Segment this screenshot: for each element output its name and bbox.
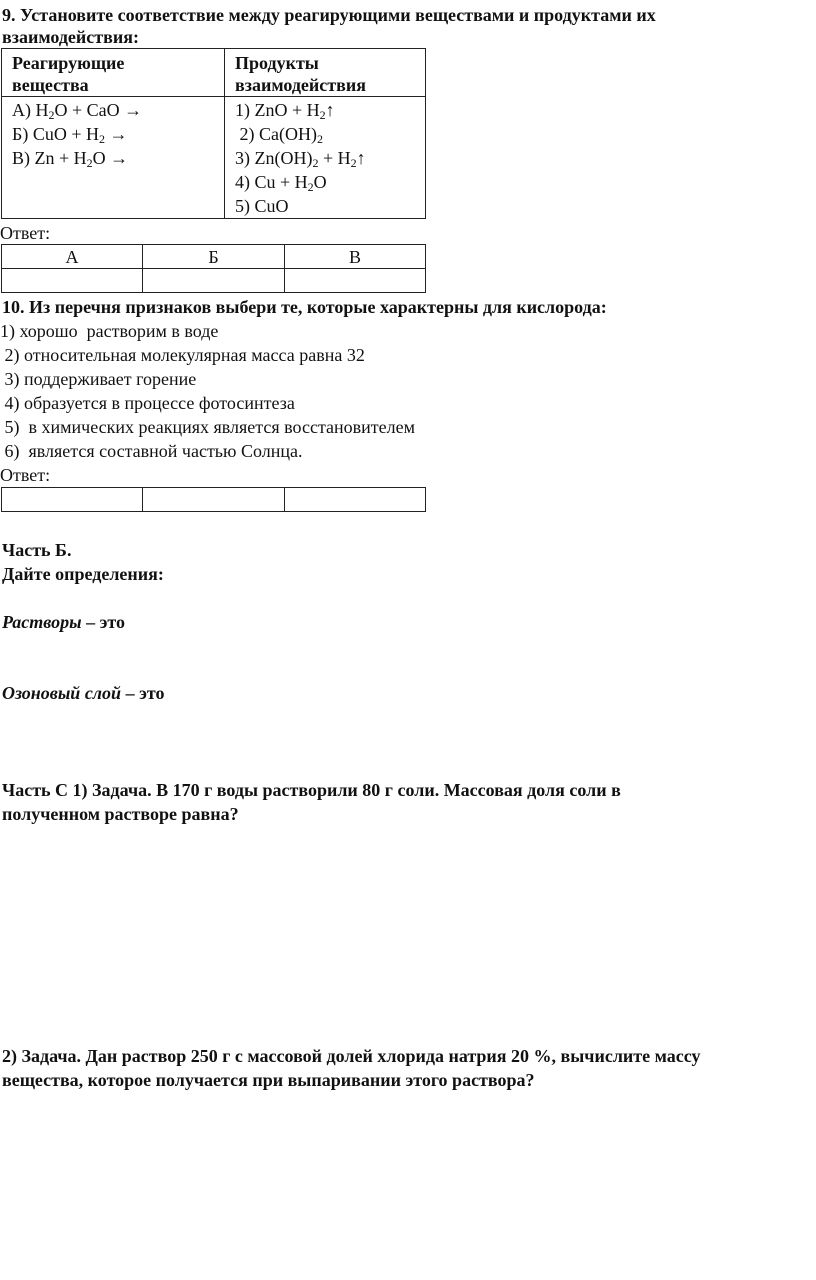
product-2: 2) $Ca(OH)_2$	[235, 124, 323, 146]
q9-answer-label: Ответ:	[0, 223, 51, 243]
definition-ozone-rest: – это	[121, 683, 165, 703]
answer-header-b: Б	[143, 245, 285, 269]
answer-cell-v[interactable]	[285, 269, 426, 293]
q10-option-2: 2) относительная молекулярная масса равна 32	[0, 345, 365, 365]
answer-header-v: В	[285, 245, 426, 269]
definition-solutions	[2, 611, 125, 633]
q10-answer-cell-3[interactable]	[285, 488, 426, 512]
header-reactants-line1: Реагирующие	[12, 53, 125, 73]
definition-ozone-layer	[2, 682, 164, 704]
q9-matching-table	[1, 48, 426, 219]
q10-answer-table	[1, 487, 426, 512]
q10-answer-label: Ответ:	[0, 465, 51, 485]
part-c-task2-line2: вещества, которое получается при выпаривании этого раствора?	[2, 1070, 535, 1090]
reactant-a: А) $H_2O$ + CaO →	[12, 100, 143, 122]
header-reactants	[2, 49, 225, 97]
q10-answer-cell-1[interactable]	[2, 488, 143, 512]
q10-title: 10. Из перечня признаков выбери те, которые характерны для кислорода:	[2, 297, 607, 317]
definition-solutions-rest: – это	[81, 612, 125, 632]
answer-cell-a[interactable]	[2, 269, 143, 293]
part-b-subtitle: Дайте определения:	[2, 564, 164, 584]
q10-option-4: 4) образуется в процессе фотосинтеза	[0, 393, 295, 413]
q9-title-line2: взаимодействия:	[2, 27, 139, 47]
definition-ozone-term: Озоновый слой	[2, 683, 122, 703]
products-cell	[225, 97, 426, 219]
q10-option-6: 6) является составной частью Солнца.	[0, 441, 303, 461]
header-products-line1: Продукты	[235, 53, 319, 73]
q10-option-1: 1) хорошо растворим в воде	[0, 321, 219, 341]
reactant-b: Б) CuO + $H_2$ →	[12, 124, 128, 146]
reactants-cell	[2, 97, 225, 219]
part-b-title: Часть Б.	[2, 540, 72, 560]
answer-header-a: А	[2, 245, 143, 269]
product-4: 4) $Cu + H_2O$	[235, 172, 327, 194]
part-c-task2-line1: 2) Задача. Дан раствор 250 г с массовой долей хлорида натрия 20 %, вычислите массу	[2, 1046, 701, 1066]
definition-solutions-term: Растворы	[2, 612, 82, 632]
product-1: 1) ZnO + $H_2↑$	[235, 100, 335, 122]
q10-option-3: 3) поддерживает горение	[0, 369, 197, 389]
q9-answer-table	[1, 244, 426, 293]
header-reactants-line2: вещества	[12, 75, 89, 95]
q9-title-line1: 9. Установите соответствие между реагирующими веществами и продуктами их	[2, 5, 656, 25]
part-c-task1-line1: Часть С 1) Задача. В 170 г воды растворили 80 г соли. Массовая доля соли в	[2, 780, 621, 800]
part-c-task1-line2: полученном растворе равна?	[2, 804, 239, 824]
q10-answer-cell-2[interactable]	[143, 488, 285, 512]
reactant-v: В) $Zn + H_2O$ →	[12, 148, 129, 170]
header-products-line2: взаимодействия	[235, 75, 366, 95]
answer-cell-b[interactable]	[143, 269, 285, 293]
product-3: 3) $Zn(OH)_2$ + $H_2↑$	[235, 148, 366, 170]
q10-option-5: 5) в химических реакциях является восстановителем	[0, 417, 416, 437]
header-products	[225, 49, 426, 97]
product-5: 5) CuO	[235, 196, 289, 216]
